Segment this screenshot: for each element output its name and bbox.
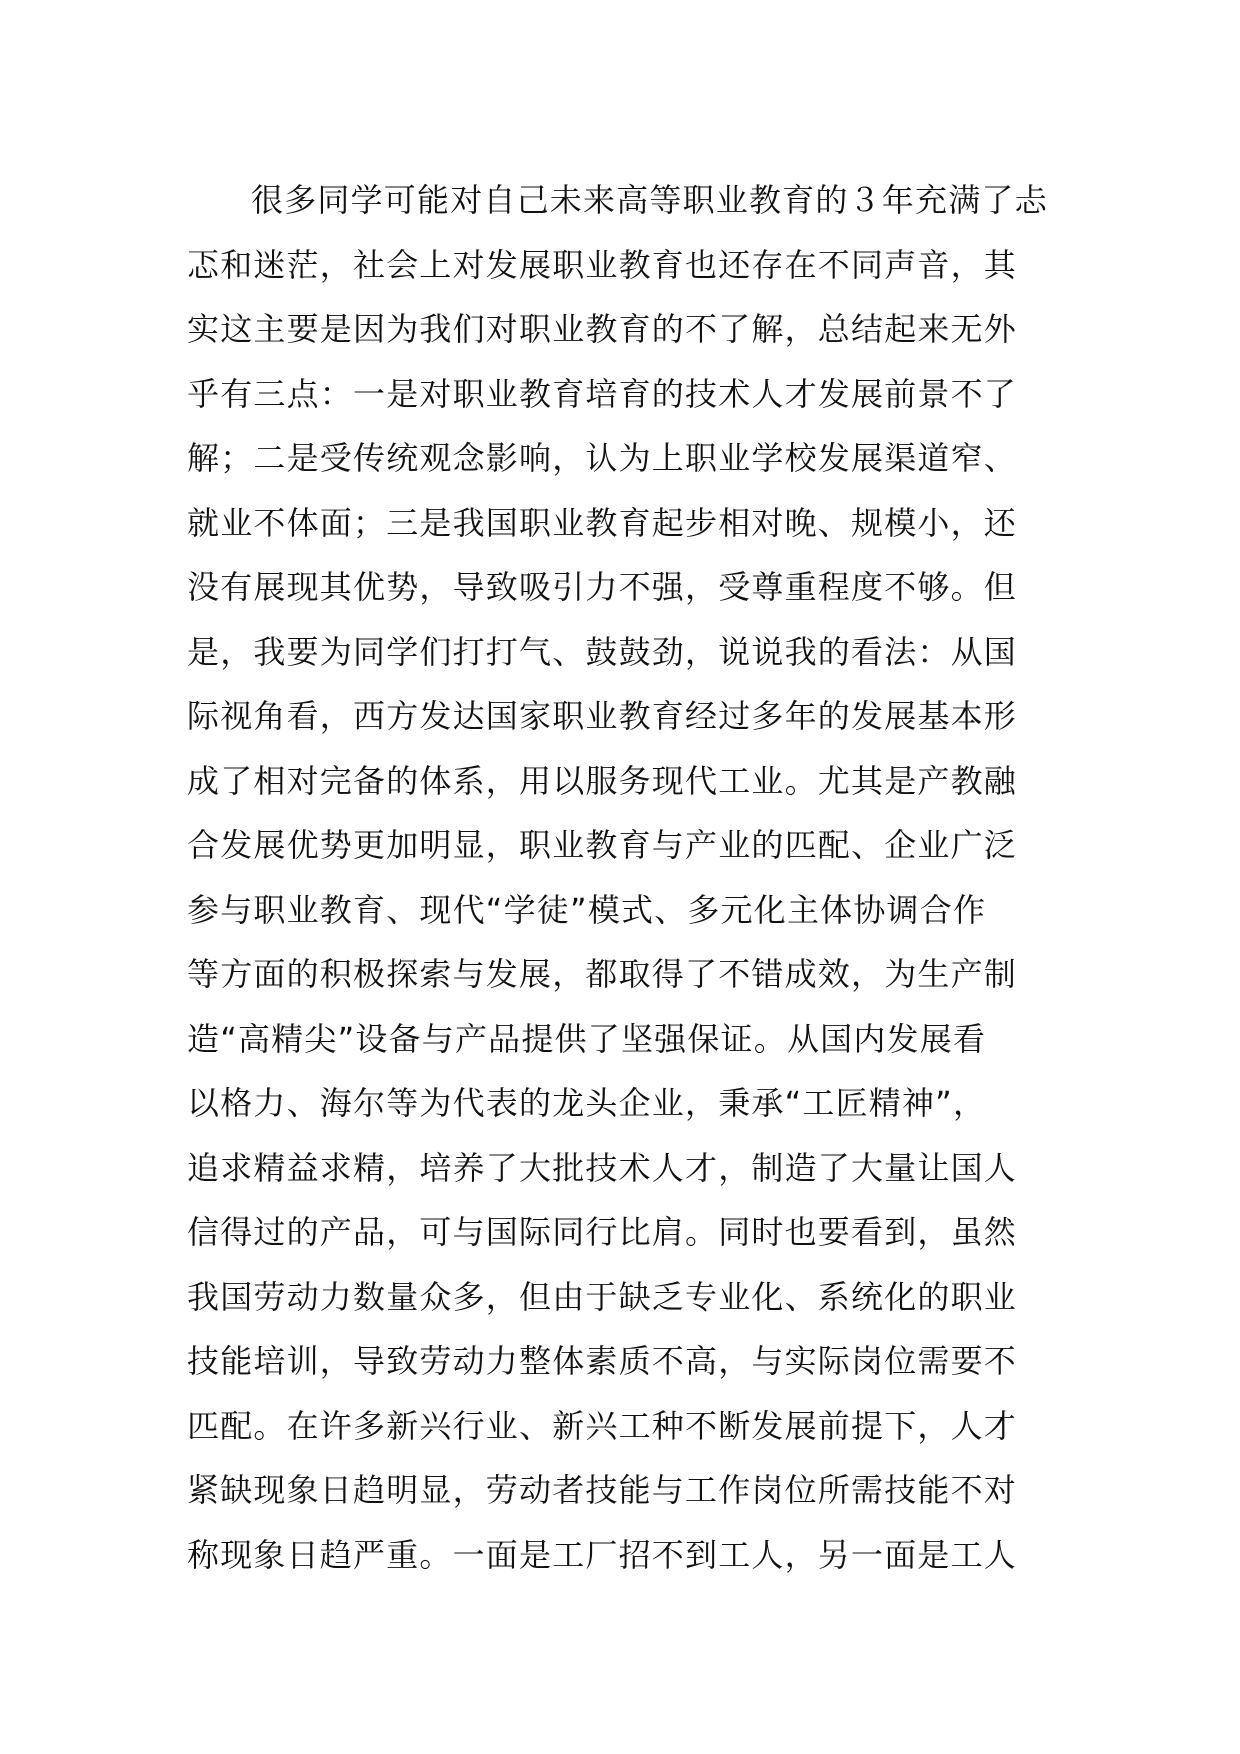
text-line: 是，我要为同学们打打气、鼓鼓劲，说说我的看法：从国 <box>187 632 1018 671</box>
text-line: 技能培训，导致劳动力整体素质不高，与实际岗位需要不 <box>187 1342 1018 1380</box>
text-line: 实这主要是因为我们对职业教育的不了解，总结起来无外 <box>187 310 1018 348</box>
text-line: 以格力、海尔等为代表的龙头企业，秉承“工匠精神”， <box>187 1084 987 1122</box>
text-line: 紧缺现象日趋明显，劳动者技能与工作岗位所需技能不对 <box>187 1471 1018 1509</box>
text-line: 成了相对完备的体系，用以服务现代工业。尤其是产教融 <box>187 761 1018 800</box>
text-line: 我国劳动力数量众多，但由于缺乏专业化、系统化的职业 <box>187 1277 1018 1316</box>
text-line: 合发展优势更加明显，职业教育与产业的匹配、企业广泛 <box>187 826 1018 864</box>
text-line: 忑和迷茫，社会上对发展职业教育也还存在不同声音，其 <box>187 245 1018 284</box>
text-line: 际视角看，西方发达国家职业教育经过多年的发展基本形 <box>187 697 1018 735</box>
text-line: 称现象日趋严重。一面是工厂招不到工人，另一面是工人 <box>187 1535 1018 1574</box>
text-line: 就业不体面；三是我国职业教育起步相对晚、规模小，还 <box>187 503 1018 542</box>
text-line: 乎有三点：一是对职业教育培育的技术人才发展前景不了 <box>187 374 1018 413</box>
text-line: 很多同学可能对自己未来高等职业教育的３年充满了忐 <box>251 181 1048 219</box>
text-line: 追求精益求精，培养了大批技术人才，制造了大量让国人 <box>187 1148 1018 1187</box>
text-line: 匹配。在许多新兴行业、新兴工种不断发展前提下，人才 <box>187 1406 1018 1445</box>
text-line: 解；二是受传统观念影响，认为上职业学校发展渠道窄、 <box>187 439 1018 477</box>
text-line: 造“高精尖”设备与产品提供了坚强保证。从国内发展看 <box>187 1019 987 1058</box>
text-line: 没有展现其优势，导致吸引力不强，受尊重程度不够。但 <box>187 568 1018 606</box>
body-paragraph <box>187 168 1067 1587</box>
text-line: 参与职业教育、现代“学徒”模式、多元化主体协调合作 <box>187 890 987 929</box>
text-line: 等方面的积极探索与发展，都取得了不错成效，为生产制 <box>187 955 1018 993</box>
text-line: 信得过的产品，可与国际同行比肩。同时也要看到，虽然 <box>187 1213 1018 1251</box>
